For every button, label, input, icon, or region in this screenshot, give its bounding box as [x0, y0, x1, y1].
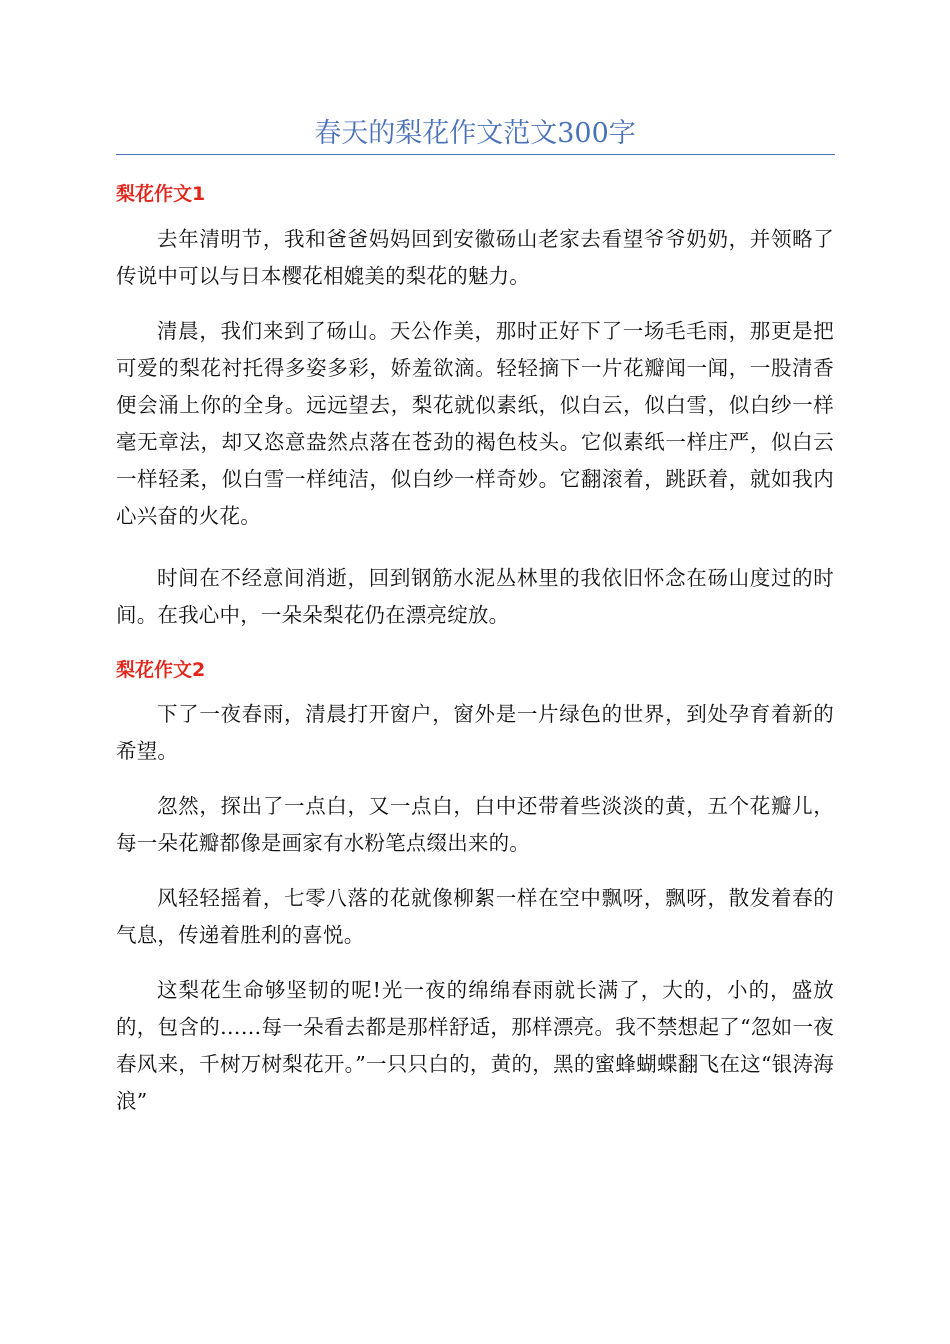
- section-heading-2: 梨花作文2: [116, 659, 206, 681]
- section-1-paragraph-2: 清晨，我们来到了砀山。天公作美，那时正好下了一场毛毛雨，那更是把可爱的梨花衬托得多姿多彩，娇羞欲滴。轻轻摘下一片花瓣闻一闻，一股清香便会涌上你的全身。远远望去，梨花就似素纸，似白云，似白雪，似白纱一样毫无章法，却又恣意盎然点落在苍劲的褐色枝头。它似素纸一样庄严，似白云一样轻柔，似白雪一样纯洁，似白纱一样奇妙。它翻滚着，跳跃着，就如我内心兴奋的火花。: [116, 319, 834, 528]
- title-underline: [116, 154, 835, 155]
- section-2-paragraph-2: 忽然，探出了一点白，又一点白，白中还带着些淡淡的黄，五个花瓣儿，每一朵花瓣都像是画家有水粉笔点缀出来的。: [116, 794, 834, 855]
- section-1-paragraph-1: 去年清明节，我和爸爸妈妈回到安徽砀山老家去看望爷爷奶奶，并领略了传说中可以与日本樱花相媲美的梨花的魅力。: [116, 227, 834, 288]
- section-1-paragraph-3: 时间在不经意间消逝，回到钢筋水泥丛林里的我依旧怀念在砀山度过的时间。在我心中，一朵朵梨花仍在漂亮绽放。: [116, 566, 834, 627]
- section-heading-1: 梨花作文1: [116, 183, 206, 205]
- section-2-paragraph-1: 下了一夜春雨，清晨打开窗户，窗外是一片绿色的世界，到处孕育着新的希望。: [116, 702, 834, 763]
- section-2-paragraph-4: 这梨花生命够坚韧的呢!光一夜的绵绵春雨就长满了，大的，小的，盛放的，包含的……每一朵看去都是那样舒适，那样漂亮。我不禁想起了“忽如一夜春风来，千树万树梨花开。”一只只白的，黄的，黑的蜜蜂蝴蝶翻飞在这“银涛海浪”: [116, 978, 834, 1113]
- section-2-paragraph-3: 风轻轻摇着，七零八落的花就像柳絮一样在空中飘呀，飘呀，散发着春的气息，传递着胜利的喜悦。: [116, 886, 834, 947]
- document-title: 春天的梨花作文范文300字: [314, 118, 636, 149]
